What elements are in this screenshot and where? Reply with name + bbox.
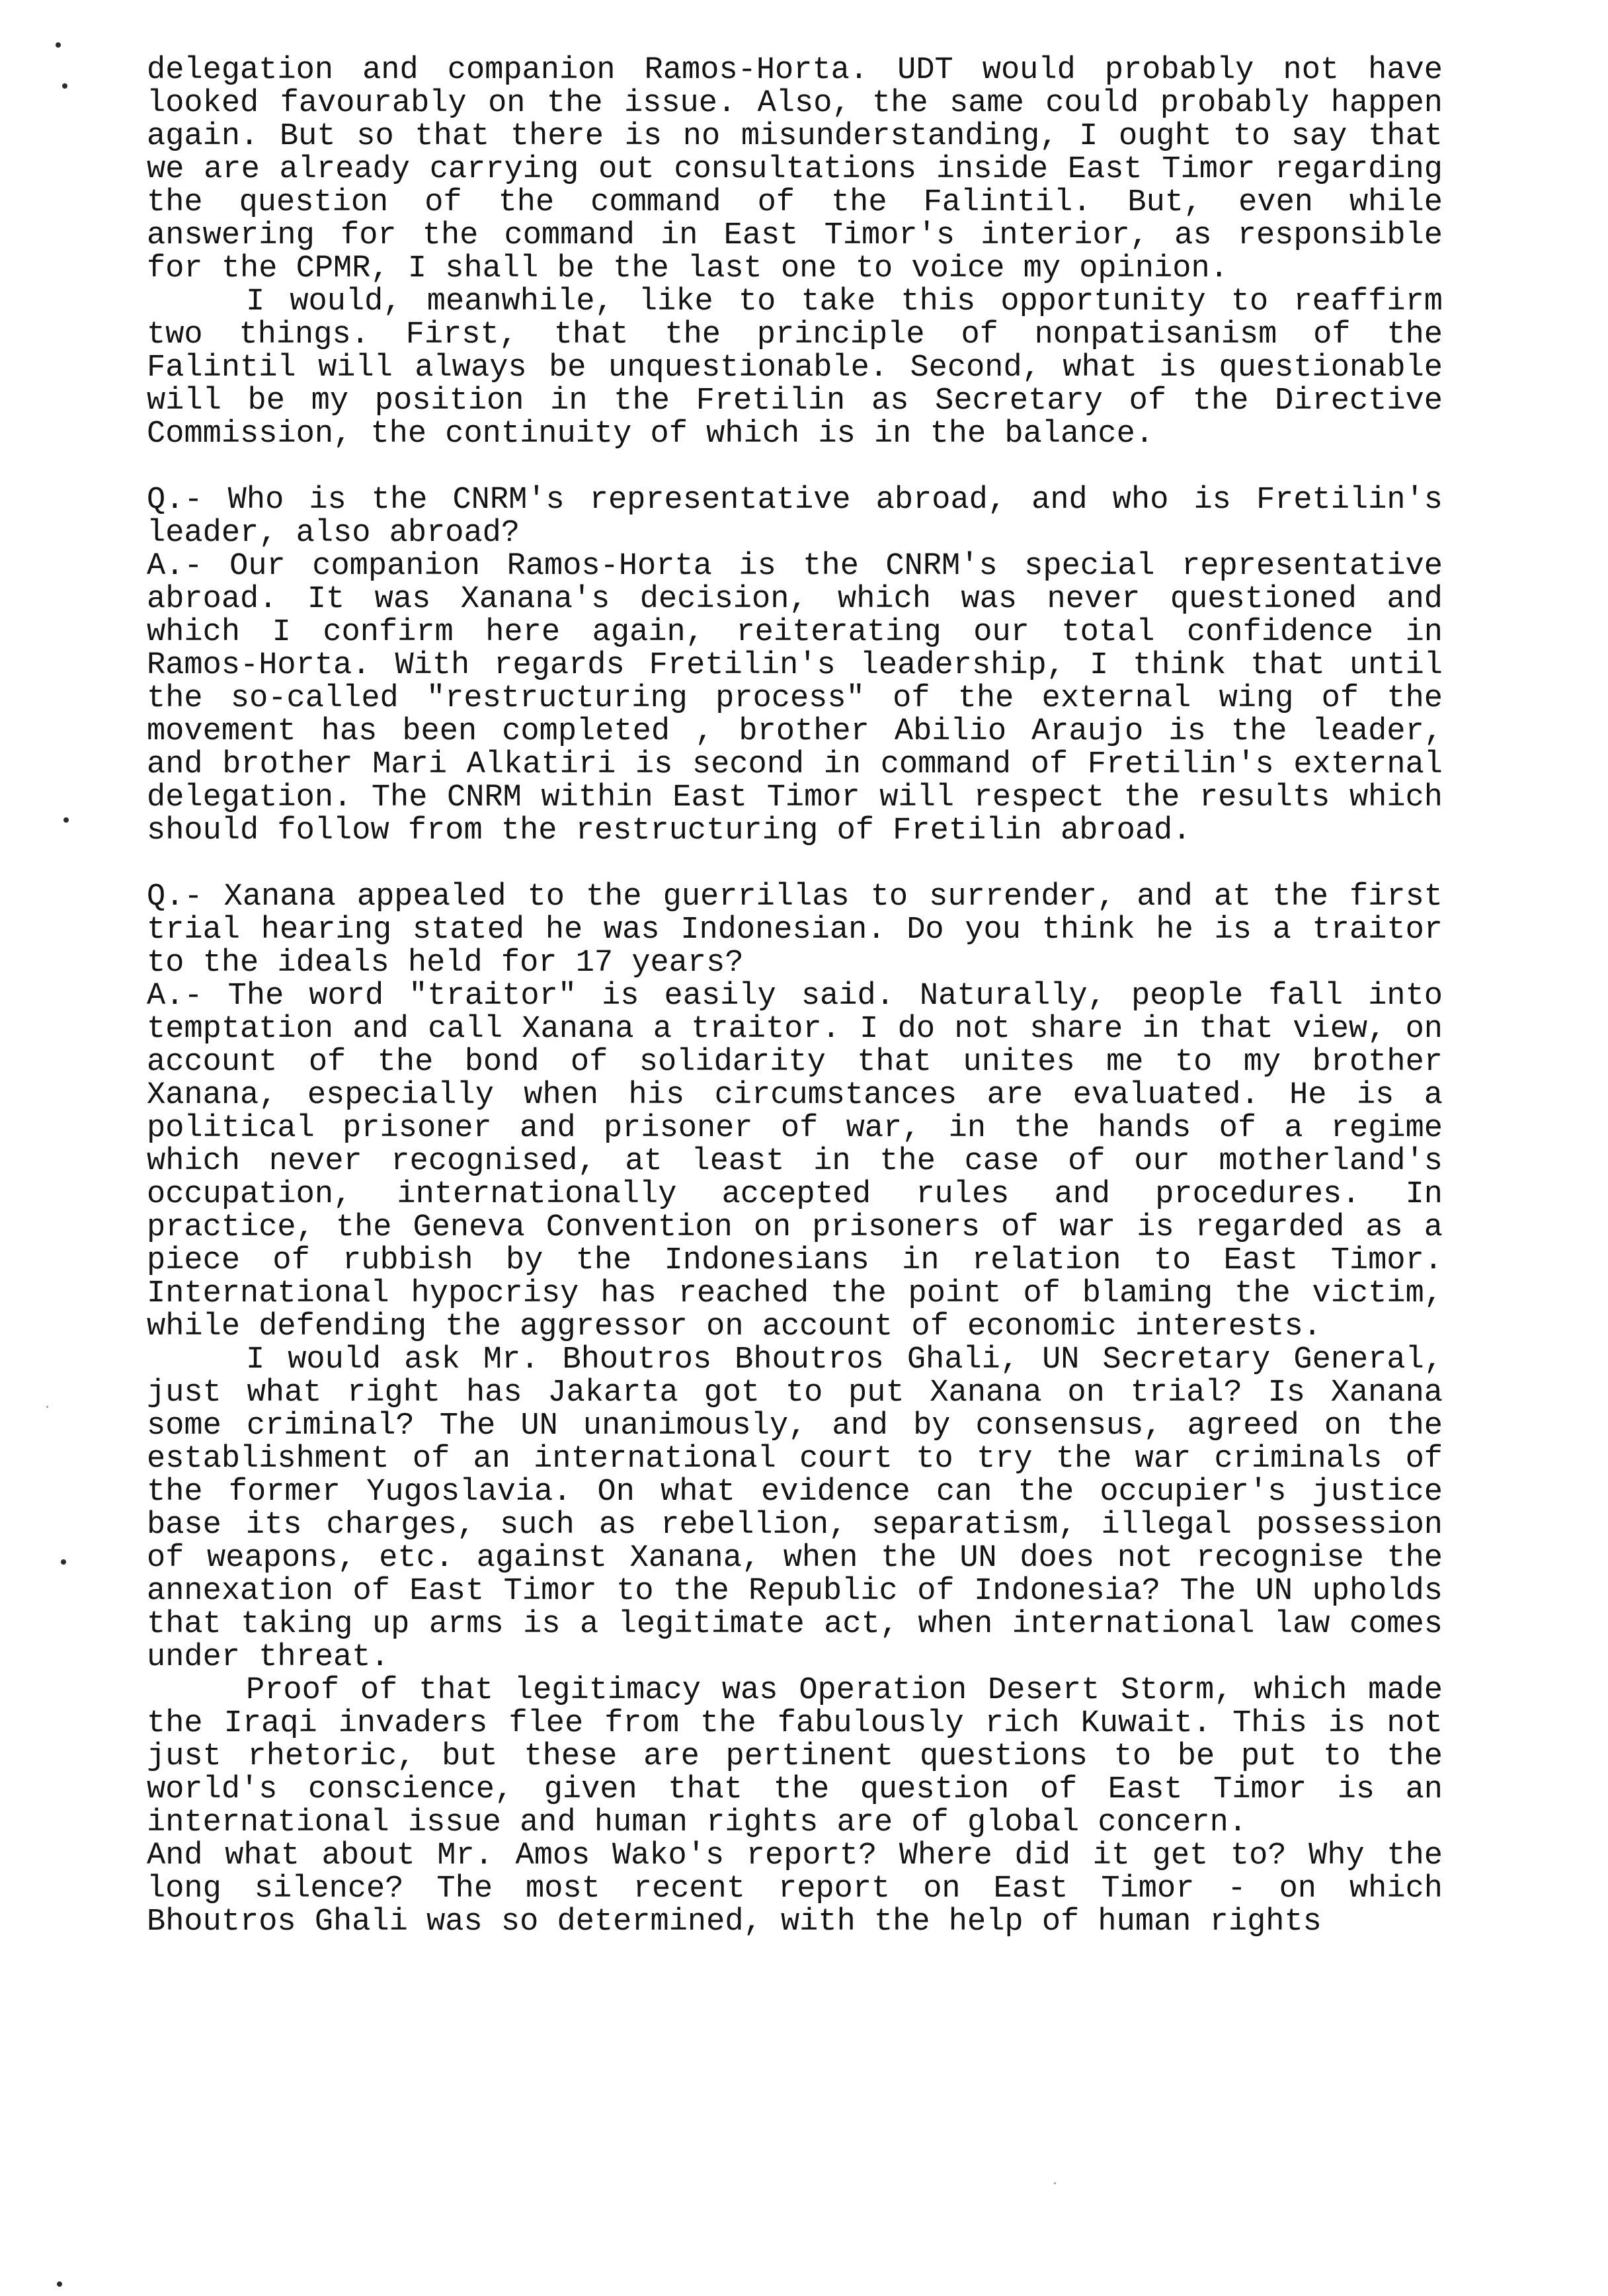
scan-speck (46, 1406, 48, 1408)
document-page (147, 54, 1443, 1939)
paragraph: Proof of that legitimacy was Operation Desert Storm, which made the Iraqi invaders flee from the fabulously rich Kuwait. This is not just rhetoric, but these are pertinent questions to be put to the world's conscience, given that the question of East Timor is an international issue and human rights are of global concern. (147, 1673, 1443, 1840)
paragraph: And what about Mr. Amos Wako's report? Where did it get to? Why the long silence? The most recent report on East Timor - on which Bhoutros Ghali was so determined, with the help of human rights (147, 1838, 1443, 1940)
answer: A.- Our companion Ramos-Horta is the CNRM's special representative abroad. It was Xanana's decision, which was never questioned and which I confirm here again, reiterating our total confidence in Ramos-Horta. With regards Fretilin's leadership, I think that until the so-called "restructuring process" of the external wing of the movement has been completed , brother Abilio Araujo is the leader, and brother Mari Alkatiri is second in command of Fretilin's external delegation. The CNRM within East Timor will respect the results which should follow from the restructuring of Fretilin abroad. (147, 549, 1443, 848)
scan-speck (1054, 2182, 1056, 2184)
answer: A.- The word "traitor" is easily said. Naturally, people fall into temptation and call Xanana a traitor. I do not share in that view, on account of the bond of solidarity that unites me to my brother Xanana, especially when his circumstances are evaluated. He is a political prisoner and prisoner of war, in the hands of a regime which never recognised, at least in the case of our motherland's occupation, internationally accepted rules and procedures. In practice, the Geneva Convention on prisoners of war is regarded as a piece of rubbish by the Indonesians in relation to East Timor. International hypocrisy has reached the point of blaming the victim, while defending the aggressor on account of economic interests. (147, 979, 1443, 1344)
paragraph: I would, meanwhile, like to take this opportunity to reaffirm two things. First, that the principle of nonpatisanism of the Falintil will always be unquestionable. Second, what is questionable will be my position in the Fretilin as Secretary of the Directive Commission, the continuity of which is in the balance. (147, 284, 1443, 452)
question: Q.- Who is the CNRM's representative abroad, and who is Fretilin's leader, also abroad? (147, 483, 1443, 551)
question: Q.- Xanana appealed to the guerrillas to surrender, and at the first trial hearing stated he was Indonesian. Do you think he is a traitor to the ideals held for 17 years? (147, 880, 1443, 981)
margin-mark (56, 42, 61, 48)
paragraph: delegation and companion Ramos-Horta. UDT would probably not have looked favourably on the issue. Also, the same could probably happen again. But so that there is no misunderstanding, I ought to say that we are already carrying out consultations inside East Timor regarding the question of the command of the Falintil. But, even while answering for the command in East Timor's interior, as responsible for the CPMR, I shall be the last one to voice my opinion. (147, 53, 1443, 286)
paragraph: I would ask Mr. Bhoutros Bhoutros Ghali, UN Secretary General, just what right has Jakarta got to put Xanana on trial? Is Xanana some criminal? The UN unanimously, and by consensus, agreed on the establishment of an international court to try the war criminals of the former Yugoslavia. On what evidence can the occupier's justice base its charges, such as rebellion, separatism, illegal possession of weapons, etc. against Xanana, when the UN does not recognise the annexation of East Timor to the Republic of Indonesia? The UN upholds that taking up arms is a legitimate act, when international law comes under threat. (147, 1342, 1443, 1675)
margin-mark (62, 83, 67, 89)
margin-mark (63, 817, 69, 823)
margin-mark (61, 1559, 66, 1565)
margin-mark (57, 2281, 62, 2287)
